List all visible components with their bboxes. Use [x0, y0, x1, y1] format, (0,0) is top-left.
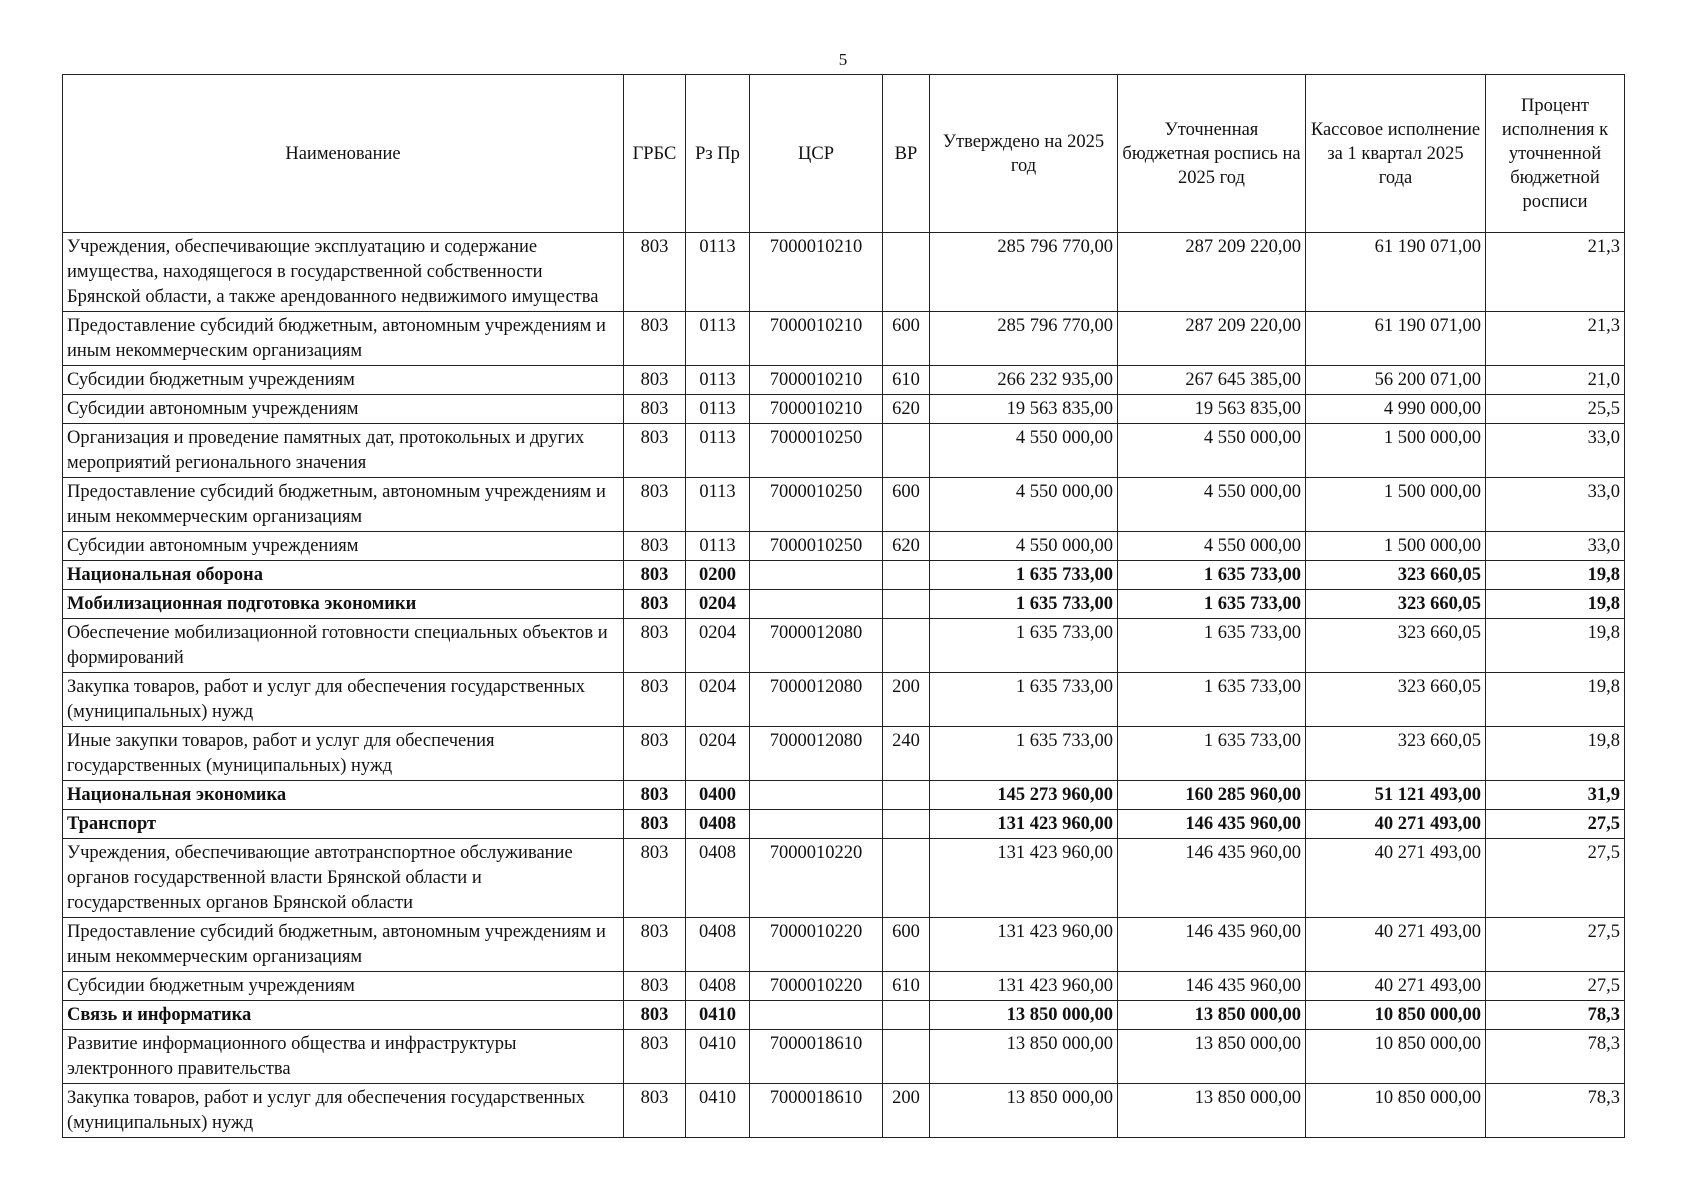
cell-approved: 1 635 733,00: [930, 619, 1118, 673]
cell-percent: 19,8: [1486, 561, 1625, 590]
cell-rzpr: 0410: [686, 1030, 750, 1084]
cell-vr: [883, 590, 930, 619]
cell-refined: 1 635 733,00: [1118, 619, 1306, 673]
table-row: [63, 478, 1625, 532]
cell-rzpr: 0400: [686, 781, 750, 810]
cell-name: Предоставление субсидий бюджетным, автономным учреждениям и иным некоммерческим организациям: [63, 478, 624, 532]
cell-percent: 27,5: [1486, 810, 1625, 839]
page-number: 5: [838, 50, 848, 69]
table-row: [63, 1084, 1625, 1138]
cell-vr: [883, 810, 930, 839]
cell-name: Иные закупки товаров, работ и услуг для обеспечения государственных (муниципальных) нужд: [63, 727, 624, 781]
cell-cash: 1 500 000,00: [1306, 532, 1486, 561]
cell-csr: 7000012080: [750, 727, 883, 781]
cell-grbs: 803: [624, 1084, 686, 1138]
cell-csr: 7000010210: [750, 233, 883, 312]
cell-name: Мобилизационная подготовка экономики: [63, 590, 624, 619]
cell-cash: 40 271 493,00: [1306, 918, 1486, 972]
table-row: [63, 233, 1625, 312]
cell-approved: 285 796 770,00: [930, 312, 1118, 366]
cell-refined: 13 850 000,00: [1118, 1030, 1306, 1084]
cell-percent: 21,0: [1486, 366, 1625, 395]
cell-refined: 146 435 960,00: [1118, 810, 1306, 839]
cell-rzpr: 0204: [686, 590, 750, 619]
cell-rzpr: 0408: [686, 972, 750, 1001]
table-row: [63, 1030, 1625, 1084]
cell-refined: 146 435 960,00: [1118, 972, 1306, 1001]
table-row: [63, 781, 1625, 810]
cell-grbs: 803: [624, 590, 686, 619]
cell-grbs: 803: [624, 781, 686, 810]
table-header-row: [63, 75, 1625, 233]
cell-approved: 1 635 733,00: [930, 727, 1118, 781]
cell-vr: 610: [883, 366, 930, 395]
cell-rzpr: 0408: [686, 839, 750, 918]
table-row: [63, 395, 1625, 424]
cell-name: Транспорт: [63, 810, 624, 839]
cell-percent: 25,5: [1486, 395, 1625, 424]
cell-rzpr: 0410: [686, 1084, 750, 1138]
table-row: [63, 727, 1625, 781]
cell-cash: 61 190 071,00: [1306, 312, 1486, 366]
table-row: [63, 590, 1625, 619]
cell-rzpr: 0113: [686, 532, 750, 561]
cell-cash: 40 271 493,00: [1306, 839, 1486, 918]
table-row: [63, 810, 1625, 839]
table-row: [63, 839, 1625, 918]
cell-rzpr: 0113: [686, 366, 750, 395]
cell-approved: 285 796 770,00: [930, 233, 1118, 312]
cell-name: Предоставление субсидий бюджетным, автономным учреждениям и иным некоммерческим организациям: [63, 918, 624, 972]
cell-csr: 7000018610: [750, 1084, 883, 1138]
cell-approved: 1 635 733,00: [930, 561, 1118, 590]
cell-rzpr: 0113: [686, 478, 750, 532]
col-header-rzpr: Рз Пр: [686, 75, 750, 233]
cell-vr: 200: [883, 1084, 930, 1138]
table-row: [63, 312, 1625, 366]
cell-name: Закупка товаров, работ и услуг для обеспечения государственных (муниципальных) нужд: [63, 1084, 624, 1138]
cell-vr: 240: [883, 727, 930, 781]
col-header-csr: ЦСР: [750, 75, 883, 233]
cell-rzpr: 0204: [686, 727, 750, 781]
cell-refined: 267 645 385,00: [1118, 366, 1306, 395]
cell-cash: 323 660,05: [1306, 590, 1486, 619]
cell-vr: 620: [883, 395, 930, 424]
cell-percent: 33,0: [1486, 424, 1625, 478]
cell-csr: 7000010220: [750, 972, 883, 1001]
cell-name: Закупка товаров, работ и услуг для обеспечения государственных (муниципальных) нужд: [63, 673, 624, 727]
cell-percent: 19,8: [1486, 673, 1625, 727]
table-row: [63, 918, 1625, 972]
cell-name: Национальная оборона: [63, 561, 624, 590]
cell-percent: 33,0: [1486, 532, 1625, 561]
cell-vr: 200: [883, 673, 930, 727]
cell-vr: [883, 424, 930, 478]
cell-approved: 131 423 960,00: [930, 839, 1118, 918]
cell-refined: 4 550 000,00: [1118, 424, 1306, 478]
cell-approved: 131 423 960,00: [930, 972, 1118, 1001]
cell-grbs: 803: [624, 972, 686, 1001]
cell-cash: 323 660,05: [1306, 561, 1486, 590]
budget-table: [62, 74, 1625, 1138]
cell-csr: 7000010220: [750, 918, 883, 972]
table-row: [63, 972, 1625, 1001]
cell-vr: [883, 839, 930, 918]
cell-vr: [883, 233, 930, 312]
cell-cash: 1 500 000,00: [1306, 478, 1486, 532]
cell-approved: 13 850 000,00: [930, 1030, 1118, 1084]
table-row: [63, 1001, 1625, 1030]
cell-refined: 1 635 733,00: [1118, 727, 1306, 781]
cell-name: Развитие информационного общества и инфраструктуры электронного правительства: [63, 1030, 624, 1084]
cell-grbs: 803: [624, 1030, 686, 1084]
cell-percent: 19,8: [1486, 590, 1625, 619]
cell-percent: 78,3: [1486, 1001, 1625, 1030]
cell-approved: 131 423 960,00: [930, 810, 1118, 839]
cell-csr: [750, 810, 883, 839]
cell-cash: 40 271 493,00: [1306, 972, 1486, 1001]
cell-name: Обеспечение мобилизационной готовности специальных объектов и формирований: [63, 619, 624, 673]
table-row: [63, 619, 1625, 673]
cell-grbs: 803: [624, 810, 686, 839]
cell-rzpr: 0200: [686, 561, 750, 590]
cell-grbs: 803: [624, 366, 686, 395]
cell-refined: 13 850 000,00: [1118, 1001, 1306, 1030]
cell-csr: 7000010250: [750, 424, 883, 478]
cell-csr: 7000012080: [750, 673, 883, 727]
cell-refined: 287 209 220,00: [1118, 233, 1306, 312]
cell-cash: 10 850 000,00: [1306, 1001, 1486, 1030]
col-header-name: Наименование: [63, 75, 624, 233]
cell-percent: 27,5: [1486, 972, 1625, 1001]
cell-grbs: 803: [624, 395, 686, 424]
cell-cash: 40 271 493,00: [1306, 810, 1486, 839]
cell-name: Субсидии бюджетным учреждениям: [63, 366, 624, 395]
cell-rzpr: 0408: [686, 810, 750, 839]
cell-cash: 323 660,05: [1306, 727, 1486, 781]
cell-percent: 21,3: [1486, 233, 1625, 312]
cell-csr: 7000012080: [750, 619, 883, 673]
cell-csr: [750, 561, 883, 590]
cell-vr: [883, 1001, 930, 1030]
cell-csr: [750, 590, 883, 619]
cell-rzpr: 0113: [686, 395, 750, 424]
table-row: [63, 424, 1625, 478]
cell-percent: 33,0: [1486, 478, 1625, 532]
cell-grbs: 803: [624, 561, 686, 590]
cell-grbs: 803: [624, 312, 686, 366]
cell-refined: 1 635 733,00: [1118, 561, 1306, 590]
cell-name: Организация и проведение памятных дат, протокольных и других мероприятий регионального значения: [63, 424, 624, 478]
cell-refined: 4 550 000,00: [1118, 478, 1306, 532]
cell-refined: 146 435 960,00: [1118, 918, 1306, 972]
cell-cash: 323 660,05: [1306, 619, 1486, 673]
cell-refined: 4 550 000,00: [1118, 532, 1306, 561]
cell-name: Субсидии бюджетным учреждениям: [63, 972, 624, 1001]
cell-rzpr: 0113: [686, 424, 750, 478]
cell-name: Учреждения, обеспечивающие автотранспортное обслуживание органов государственной власти Брянской области и государственных органов Брянской области: [63, 839, 624, 918]
col-header-grbs: ГРБС: [624, 75, 686, 233]
col-header-percent: Процент исполнения к уточненной бюджетной росписи: [1486, 75, 1625, 233]
cell-csr: 7000010210: [750, 395, 883, 424]
cell-csr: 7000010250: [750, 478, 883, 532]
cell-vr: [883, 561, 930, 590]
cell-csr: 7000010250: [750, 532, 883, 561]
cell-vr: [883, 781, 930, 810]
table-row: [63, 561, 1625, 590]
cell-csr: 7000010220: [750, 839, 883, 918]
cell-csr: [750, 1001, 883, 1030]
cell-refined: 19 563 835,00: [1118, 395, 1306, 424]
cell-csr: 7000018610: [750, 1030, 883, 1084]
cell-csr: 7000010210: [750, 366, 883, 395]
cell-approved: 1 635 733,00: [930, 590, 1118, 619]
col-header-approved: Утверждено на 2025 год: [930, 75, 1118, 233]
cell-approved: 4 550 000,00: [930, 424, 1118, 478]
cell-percent: 27,5: [1486, 839, 1625, 918]
cell-grbs: 803: [624, 619, 686, 673]
cell-rzpr: 0113: [686, 312, 750, 366]
cell-cash: 323 660,05: [1306, 673, 1486, 727]
cell-approved: 1 635 733,00: [930, 673, 1118, 727]
cell-refined: 13 850 000,00: [1118, 1084, 1306, 1138]
cell-cash: 1 500 000,00: [1306, 424, 1486, 478]
cell-cash: 56 200 071,00: [1306, 366, 1486, 395]
cell-refined: 146 435 960,00: [1118, 839, 1306, 918]
cell-approved: 4 550 000,00: [930, 478, 1118, 532]
cell-rzpr: 0113: [686, 233, 750, 312]
cell-vr: 600: [883, 918, 930, 972]
cell-grbs: 803: [624, 233, 686, 312]
cell-percent: 19,8: [1486, 727, 1625, 781]
col-header-cash: Кассовое исполнение за 1 квартал 2025 года: [1306, 75, 1486, 233]
cell-refined: 160 285 960,00: [1118, 781, 1306, 810]
cell-csr: 7000010210: [750, 312, 883, 366]
cell-csr: [750, 781, 883, 810]
cell-vr: 620: [883, 532, 930, 561]
cell-grbs: 803: [624, 478, 686, 532]
cell-approved: 266 232 935,00: [930, 366, 1118, 395]
cell-approved: 145 273 960,00: [930, 781, 1118, 810]
cell-grbs: 803: [624, 424, 686, 478]
cell-rzpr: 0204: [686, 673, 750, 727]
cell-grbs: 803: [624, 918, 686, 972]
col-header-refined: Уточненная бюджетная роспись на 2025 год: [1118, 75, 1306, 233]
cell-cash: 10 850 000,00: [1306, 1084, 1486, 1138]
cell-percent: 19,8: [1486, 619, 1625, 673]
cell-percent: 31,9: [1486, 781, 1625, 810]
cell-cash: 61 190 071,00: [1306, 233, 1486, 312]
cell-name: Субсидии автономным учреждениям: [63, 532, 624, 561]
cell-percent: 21,3: [1486, 312, 1625, 366]
cell-cash: 10 850 000,00: [1306, 1030, 1486, 1084]
cell-refined: 287 209 220,00: [1118, 312, 1306, 366]
cell-refined: 1 635 733,00: [1118, 673, 1306, 727]
cell-cash: 4 990 000,00: [1306, 395, 1486, 424]
cell-approved: 131 423 960,00: [930, 918, 1118, 972]
cell-percent: 27,5: [1486, 918, 1625, 972]
cell-grbs: 803: [624, 1001, 686, 1030]
table-row: [63, 673, 1625, 727]
cell-name: Учреждения, обеспечивающие эксплуатацию и содержание имущества, находящегося в государственной собственности Брянской области, а также арендованного недвижимого имущества: [63, 233, 624, 312]
cell-refined: 1 635 733,00: [1118, 590, 1306, 619]
table-row: [63, 366, 1625, 395]
cell-vr: [883, 1030, 930, 1084]
cell-vr: 600: [883, 478, 930, 532]
cell-cash: 51 121 493,00: [1306, 781, 1486, 810]
cell-rzpr: 0410: [686, 1001, 750, 1030]
cell-grbs: 803: [624, 727, 686, 781]
cell-vr: 600: [883, 312, 930, 366]
cell-approved: 19 563 835,00: [930, 395, 1118, 424]
cell-rzpr: 0408: [686, 918, 750, 972]
cell-approved: 13 850 000,00: [930, 1084, 1118, 1138]
cell-name: Национальная экономика: [63, 781, 624, 810]
cell-approved: 13 850 000,00: [930, 1001, 1118, 1030]
cell-percent: 78,3: [1486, 1084, 1625, 1138]
cell-approved: 4 550 000,00: [930, 532, 1118, 561]
col-header-vr: ВР: [883, 75, 930, 233]
cell-rzpr: 0204: [686, 619, 750, 673]
cell-percent: 78,3: [1486, 1030, 1625, 1084]
cell-name: Связь и информатика: [63, 1001, 624, 1030]
cell-name: Предоставление субсидий бюджетным, автономным учреждениям и иным некоммерческим организациям: [63, 312, 624, 366]
cell-vr: 610: [883, 972, 930, 1001]
cell-grbs: 803: [624, 673, 686, 727]
table-row: [63, 532, 1625, 561]
cell-vr: [883, 619, 930, 673]
cell-grbs: 803: [624, 839, 686, 918]
cell-grbs: 803: [624, 532, 686, 561]
cell-name: Субсидии автономным учреждениям: [63, 395, 624, 424]
